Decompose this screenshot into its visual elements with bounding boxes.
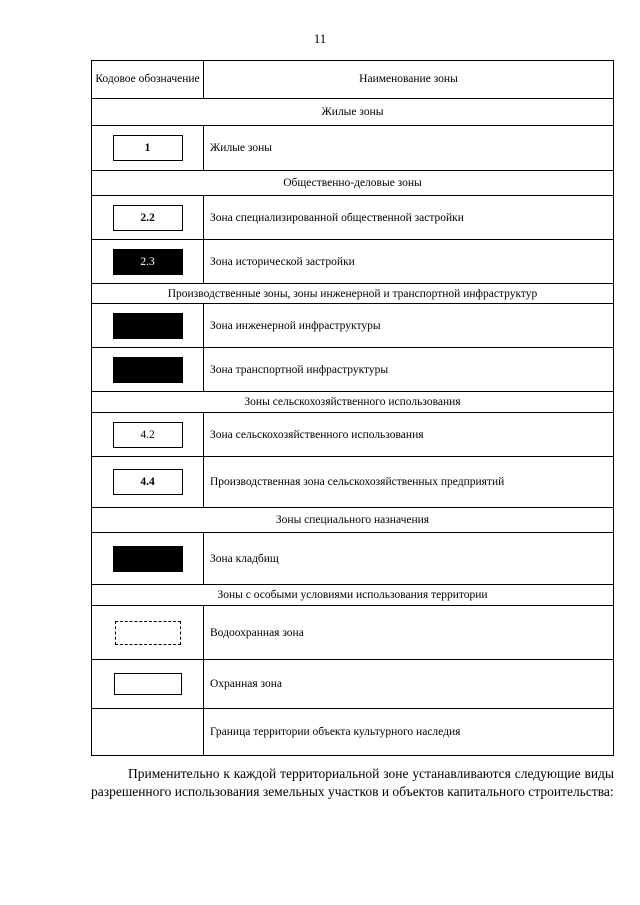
zone-row — [92, 196, 614, 240]
zone-symbol: 4.4 — [113, 469, 183, 495]
zone-symbol — [114, 673, 182, 695]
zone-code-cell — [92, 413, 204, 457]
page-number: 11 — [313, 31, 327, 46]
section-title: Жилые зоны — [92, 99, 614, 126]
zone-row — [92, 348, 614, 392]
header-name: Наименование зоны — [204, 61, 614, 99]
zone-name: Водоохранная зона — [204, 606, 614, 660]
zone-name: Производственная зона сельскохозяйственных предприятий — [204, 457, 614, 508]
zone-symbol — [113, 546, 183, 572]
zone-symbol: 4.2 — [113, 422, 183, 448]
zone-name: Зона исторической застройки — [204, 240, 614, 284]
zone-symbol: 1 — [113, 135, 183, 161]
zone-row — [92, 413, 614, 457]
zone-symbol — [115, 621, 181, 645]
section-title-row — [92, 171, 614, 196]
zone-code-cell — [92, 606, 204, 660]
zone-name: Зона инженерной инфраструктуры — [204, 304, 614, 348]
zone-code-cell — [92, 240, 204, 284]
zone-row — [92, 606, 614, 660]
zone-name: Зона сельскохозяйственного использования — [204, 413, 614, 457]
paragraph-text: Применительно к каждой территориальной зоне устанавливаются следующие виды разрешенного использования земельных участков и объектов капитального строительства: — [91, 766, 614, 799]
zone-code-cell — [92, 660, 204, 709]
zone-symbol: 2.2 — [113, 205, 183, 231]
header-code: Кодовое обозначение — [92, 61, 204, 99]
section-title-row — [92, 508, 614, 533]
zone-code-cell — [92, 196, 204, 240]
zone-name: Граница территории объекта культурного наследия — [204, 709, 614, 756]
section-title: Зоны с особыми условиями использования территории — [92, 585, 614, 606]
zone-code-cell — [92, 348, 204, 392]
section-title: Зоны сельскохозяйственного использования — [92, 392, 614, 413]
section-title: Общественно-деловые зоны — [92, 171, 614, 196]
zone-name: Охранная зона — [204, 660, 614, 709]
zone-row — [92, 709, 614, 756]
zone-row — [92, 533, 614, 585]
zone-row — [92, 457, 614, 508]
section-title-row — [92, 99, 614, 126]
zone-row — [92, 304, 614, 348]
zone-row — [92, 240, 614, 284]
closing-paragraph — [91, 765, 614, 801]
table-header-row — [92, 61, 614, 99]
legend-body — [92, 61, 614, 756]
section-title: Производственные зоны, зоны инженерной и транспортной инфраструктур — [92, 284, 614, 304]
zone-code-cell — [92, 709, 204, 756]
zone-name: Жилые зоны — [204, 126, 614, 171]
zone-legend-table — [91, 60, 614, 756]
zone-code-cell — [92, 457, 204, 508]
section-title-row — [92, 585, 614, 606]
section-title-row — [92, 284, 614, 304]
zone-row — [92, 126, 614, 171]
zone-name: Зона кладбищ — [204, 533, 614, 585]
zone-symbol — [113, 357, 183, 383]
zone-row — [92, 660, 614, 709]
zone-symbol: 2.3 — [113, 249, 183, 275]
zone-code-cell — [92, 533, 204, 585]
zone-name: Зона транспортной инфраструктуры — [204, 348, 614, 392]
zone-code-cell — [92, 126, 204, 171]
section-title: Зоны специального назначения — [92, 508, 614, 533]
zone-code-cell — [92, 304, 204, 348]
section-title-row — [92, 392, 614, 413]
zone-symbol — [113, 313, 183, 339]
zone-name: Зона специализированной общественной застройки — [204, 196, 614, 240]
